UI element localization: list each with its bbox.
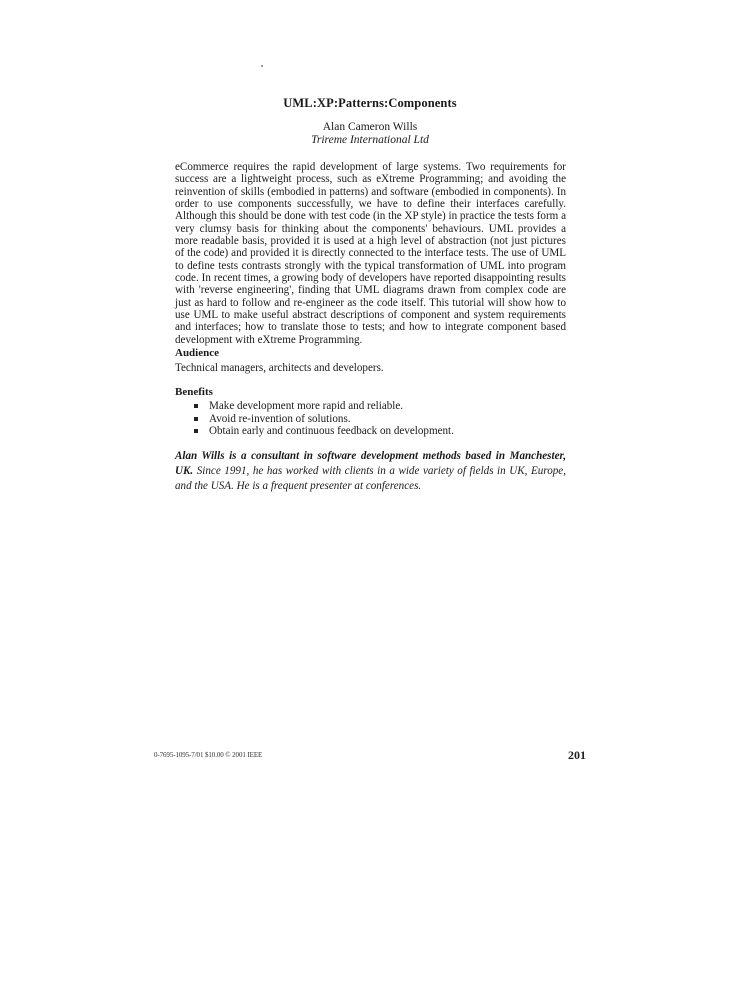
copyright-line: 0-7695-1095-7/01 $10.00 © 2001 IEEE bbox=[154, 751, 263, 759]
audience-text: Technical managers, architects and developers. bbox=[175, 362, 384, 374]
square-bullet-icon bbox=[194, 404, 198, 408]
benefits-list bbox=[175, 400, 454, 438]
benefit-item bbox=[175, 425, 454, 438]
benefit-text: Avoid re-invention of solutions. bbox=[209, 412, 351, 425]
benefit-text: Obtain early and continuous feedback on development. bbox=[209, 425, 454, 437]
author-bio bbox=[175, 449, 566, 495]
square-bullet-icon bbox=[194, 429, 198, 433]
author-bio-lead: Alan Wills is a consultant in software development methods based in Manchester, UK. bbox=[175, 450, 566, 478]
square-bullet-icon bbox=[194, 417, 198, 421]
page-number: 201 bbox=[568, 748, 586, 762]
author-affiliation: Trireme International Ltd bbox=[311, 134, 429, 146]
benefits-heading: Benefits bbox=[175, 386, 213, 398]
benefit-item bbox=[175, 400, 454, 413]
author-name: Alan Cameron Wills bbox=[322, 121, 418, 133]
scan-speck bbox=[261, 65, 263, 67]
benefit-text: Make development more rapid and reliable. bbox=[209, 400, 404, 412]
benefit-item bbox=[175, 413, 454, 426]
paper-title: UML:XP:Patterns:Components bbox=[283, 96, 457, 110]
abstract-paragraph: eCommerce requires the rapid development of large systems. Two requirements for success are a lightweight process, such as eXtreme Programming; and avoiding the reinvention of skills (embodied in patterns) and software (embodied in components). In order to use components successfully, we have to define their interfaces carefully. Although this should be done with test code (in the XP style) in practice the tests form a very clumsy basis for thinking about the components' behaviours. UML provides a more readable basis, provided it is used at a high level of abstraction (not just pictures of the code) and provided it is directly connected to the interface tests. The use of UML to define tests contrasts strongly with the typical transformation of UML into program code. In recent times, a growing body of developers have reported disappointing results with 'reverse engineering', finding that UML diagrams drawn from complex code are just as hard to follow and re-engineer as the code itself. This tutorial will show how to use UML to make useful abstract descriptions of component and system requirements and interfaces; how to translate those to tests; and how to integrate component based development with eXtreme Programming. bbox=[175, 161, 566, 346]
author-bio-rest: Since 1991, he has worked with clients in a wide variety of fields in UK, Europe, and the USA. He is a frequent presenter at conferences. bbox=[175, 465, 566, 493]
audience-heading: Audience bbox=[175, 347, 219, 359]
